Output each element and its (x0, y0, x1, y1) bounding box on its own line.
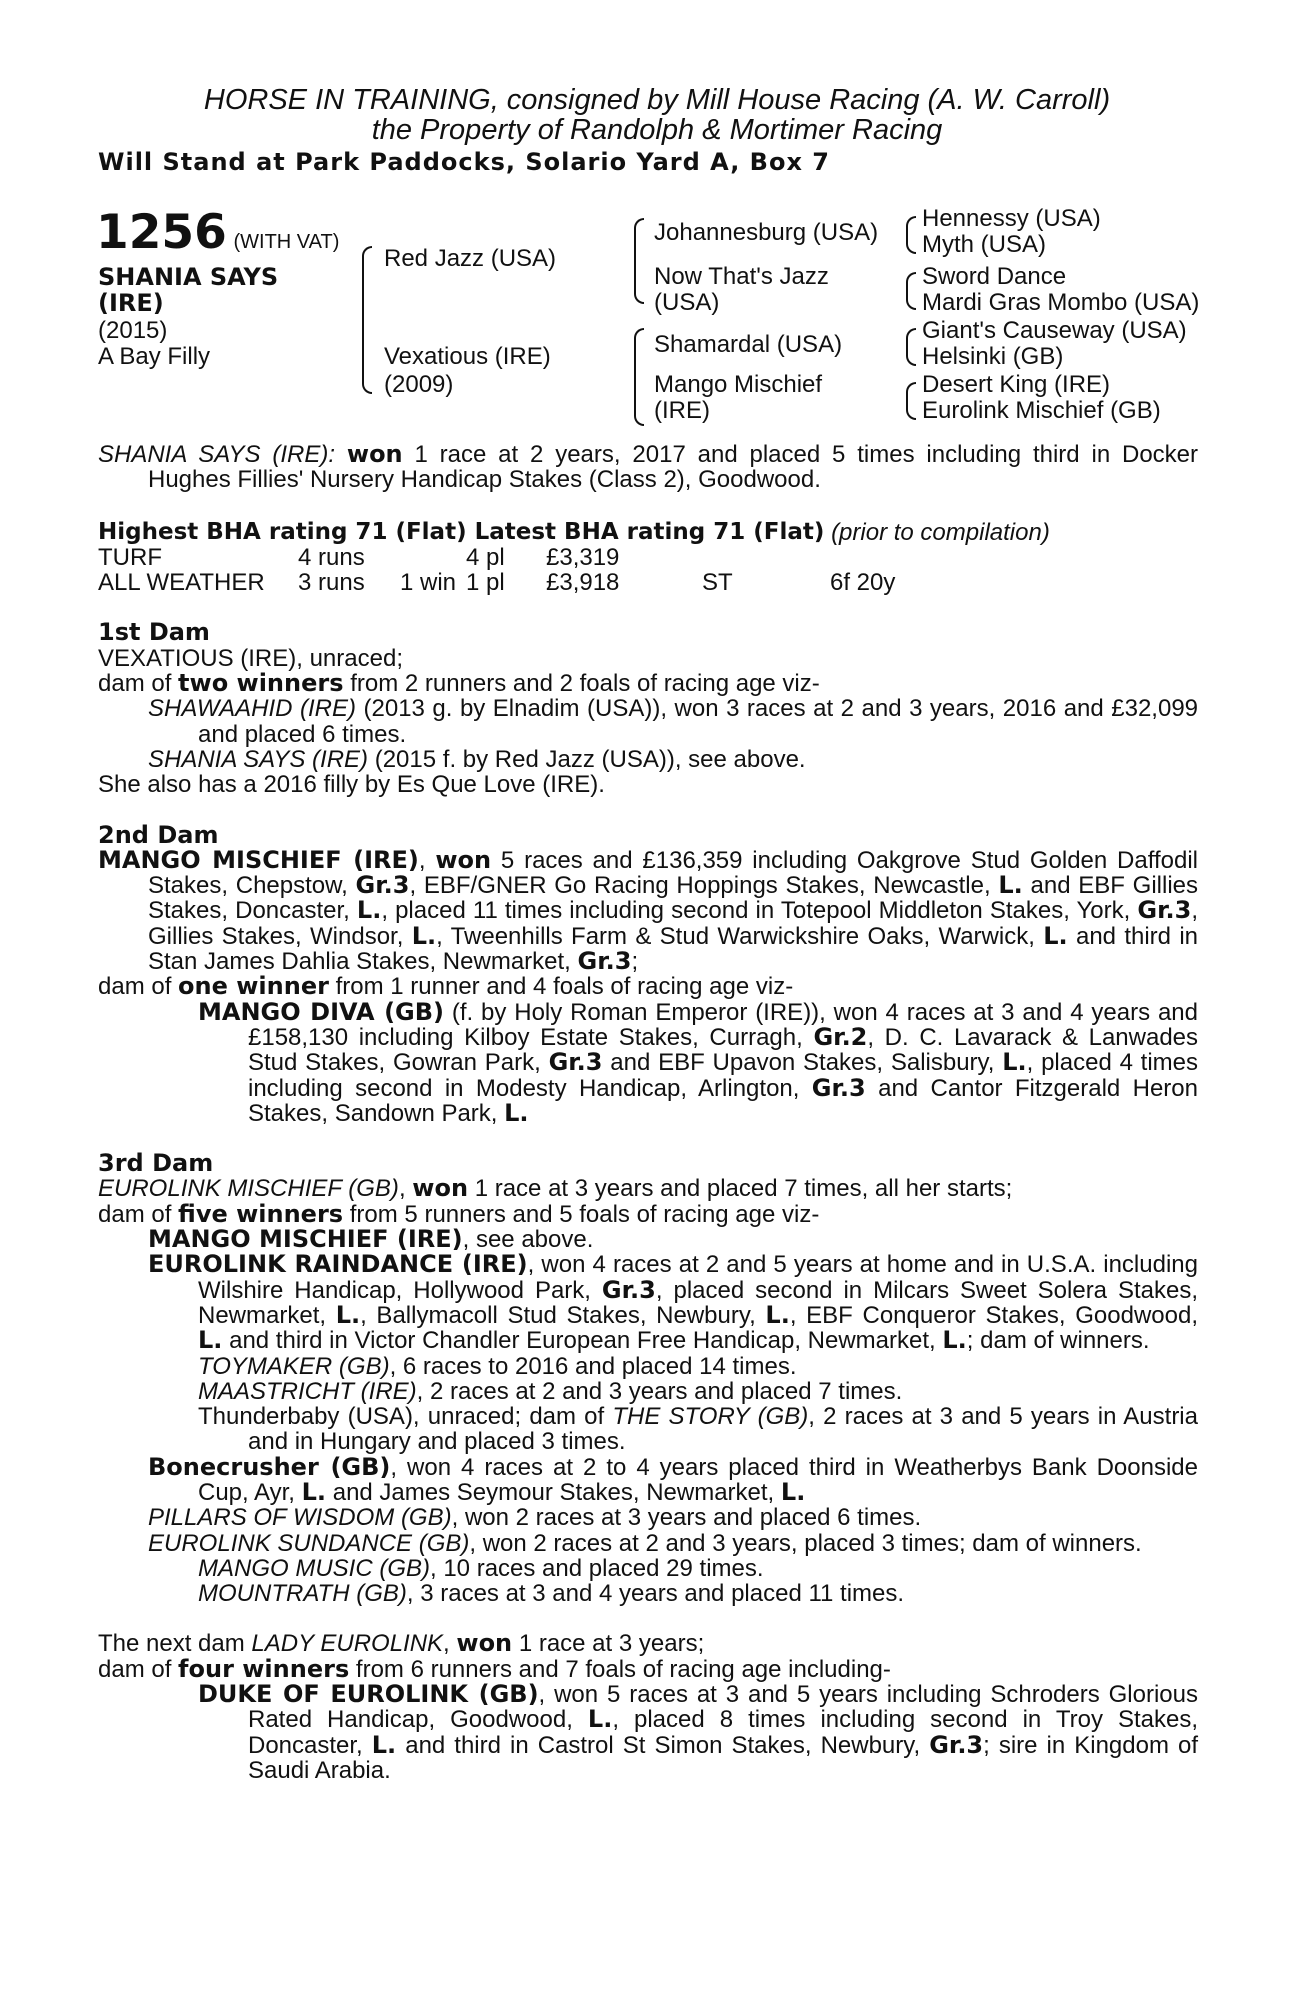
next-dam-record: The next dam LADY EUROLINK, won 1 race at 3 years; (98, 1629, 705, 1658)
vat-note: (WITH VAT) (233, 231, 340, 253)
progeny-bonecrusher: Bonecrusher (GB), won 4 races at 2 to 4 years placed third in Weatherbys Bank Doonside Cup, Ayr, L. and James Seymour Stakes, Newmarket, L. (148, 1452, 1199, 1506)
intro-paragraph: SHANIA SAYS (IRE): won 1 race at 2 years, 2017 and placed 5 times including third in Docker Hughes Fillies' Nursery Handicap Stakes (Class 2), Goodwood. (98, 440, 1199, 494)
catalogue-body (98, 442, 1198, 1783)
property-line: the Property of Randolph & Mortimer Racing (371, 114, 943, 146)
location-line: Will Stand at Park Paddocks, Solario Yard A, Box 7 (98, 148, 830, 176)
progeny-shawaahid: SHAWAAHID (IRE) (2013 g. by Elnadim (USA)), won 3 races at 2 and 3 years, 2016 and £32,099 and placed 6 times. (148, 695, 1199, 748)
brace-sire-dam (362, 246, 372, 394)
lot-number-line (96, 205, 340, 267)
progeny-thunderbaby: Thunderbaby (USA), unraced; dam of THE STORY (GB), 2 races at 3 and 5 years in Austria and in Hungary and placed 3 times. (198, 1403, 1198, 1456)
sire: Red Jazz (USA) (384, 245, 557, 272)
first-dam-produce: dam of two winners from 2 runners and 2 foals of racing age viz- (98, 669, 820, 698)
progeny-toymaker: TOYMAKER (GB), 6 races to 2016 and placed 14 times. (198, 1352, 797, 1380)
horse-description: A Bay Filly (98, 343, 211, 370)
great-grandparent-2: Myth (USA) (922, 231, 1047, 258)
progeny-eurolink-sundance: EUROLINK SUNDANCE (GB), won 2 races at 2 and 3 years, placed 3 times; dam of winners. (148, 1529, 1142, 1557)
second-dam-produce: dam of one winner from 1 runner and 4 foals of racing age viz- (98, 972, 794, 1001)
first-dam-also: She also has a 2016 filly by Es Que Love (IRE). (98, 771, 605, 799)
horse-suffix: (IRE) (98, 289, 164, 317)
third-dam-produce: dam of five winners from 5 runners and 5 foals of racing age viz- (98, 1199, 820, 1228)
progeny-maastricht: MAASTRICHT (IRE), 2 races at 2 and 3 years and placed 7 times. (198, 1377, 903, 1405)
great-grandparent-6: Helsinki (GB) (922, 343, 1064, 370)
great-grandparent-4: Mardi Gras Mombo (USA) (922, 289, 1200, 316)
great-grandparent-7: Desert King (IRE) (922, 371, 1111, 398)
progeny-shania-says: SHANIA SAYS (IRE) (2015 f. by Red Jazz (USA)), see above. (148, 745, 806, 773)
second-dam-heading: 2nd Dam (98, 820, 219, 849)
first-dam-line: VEXATIOUS (IRE), unraced; (98, 644, 403, 672)
progeny-eurolink-raindance: EUROLINK RAINDANCE (IRE), won 4 races at 2 and 5 years at home and in U.S.A. including Wilshire Handicap, Hollywood Park, Gr.3, placed second in Milcars Sweet Solera Stakes, Newmarket, L., Ballymacoll Stud Stakes, Newbury, L., EBF Conqueror Stakes, Goodwood, L. and third in Victor Chandler European Free Handicap, Newmarket, L.; dam of winners. (148, 1250, 1199, 1355)
progeny-pillars-of-wisdom: PILLARS OF WISDOM (GB), won 2 races at 3 years and placed 6 times. (148, 1504, 922, 1532)
brace-g3 (906, 328, 916, 366)
dam-dam-suffix: (IRE) (654, 397, 710, 424)
next-dam-produce: dam of four winners from 6 runners and 7 foals of racing age including- (98, 1654, 891, 1683)
great-grandparent-5: Giant's Causeway (USA) (922, 317, 1187, 344)
third-dam-record: EUROLINK MISCHIEF (GB), won 1 race at 3 years and placed 7 times, all her starts; (98, 1174, 1013, 1203)
brace-g1 (906, 216, 916, 254)
horse-name: SHANIA SAYS (98, 263, 279, 291)
progeny-mountrath: MOUNTRATH (GB), 3 races at 3 and 4 years and placed 11 times. (198, 1580, 905, 1608)
progeny-mango-diva: MANGO DIVA (GB) (f. by Holy Roman Emperor (IRE)), won 4 races at 3 and 4 years and £158,130 including Kilboy Estate Stakes, Curragh, Gr.2, D. C. Lavarack & Lanwades Stud Stakes, Gowran Park, Gr.3 and EBF Upavon Stakes, Salisbury, L., placed 4 times including second in Modesty Handicap, Arlington, Gr.3 and Cantor Fitzgerald Heron Stakes, Sandown Park, L. (198, 997, 1199, 1127)
great-grandparent-3: Sword Dance (922, 263, 1067, 290)
great-grandparent-8: Eurolink Mischief (GB) (922, 397, 1161, 424)
consignor-line: HORSE IN TRAINING, consigned by Mill House Racing (A. W. Carroll) (203, 84, 1111, 116)
progeny-duke-of-eurolink: DUKE OF EUROLINK (GB), won 5 races at 3 and 5 years including Schroders Glorious Rated Handicap, Goodwood, L., placed 8 times including second in Troy Stakes, Doncaster, L. and third in Castrol St Simon Stakes, Newbury, Gr.3; sire in Kingdom of Saudi Arabia. (198, 1680, 1199, 1784)
great-grandparent-1: Hennessy (USA) (922, 205, 1101, 232)
sire-sire: Johannesburg (USA) (654, 219, 879, 246)
brace-g4 (906, 382, 916, 420)
sire-dam: Now That's Jazz (654, 263, 829, 290)
dam-sire: Shamardal (USA) (654, 331, 843, 358)
ratings-row-turf: TURF 4 runs 4 pl £3,319 (98, 543, 620, 571)
progeny-mango-music: MANGO MUSIC (GB), 10 races and placed 29 times. (198, 1554, 764, 1582)
lot-number: 1256 (96, 205, 227, 260)
brace-dam-parents (634, 328, 644, 426)
sire-dam-suffix: (USA) (654, 289, 720, 316)
second-dam-record: MANGO MISCHIEF (IRE), won 5 races and £136,359 including Oakgrove Stud Golden Daffodil Stakes, Chepstow, Gr.3, EBF/GNER Go Racing Hoppings Stakes, Newcastle, L. and EBF Gillies Stakes, Doncaster, L., placed 11 times including second in Totepool Middleton Stakes, York, Gr.3, Gillies Stakes, Windsor, L., Tweenhills Farm & Stud Warwickshire Oaks, Warwick, L. and third in Stan James Dahlia Stakes, Newmarket, Gr.3; (98, 845, 1199, 976)
brace-g2 (906, 272, 916, 310)
progeny-mango-mischief: MANGO MISCHIEF (IRE), see above. (148, 1225, 594, 1254)
dam-dam: Mango Mischief (654, 371, 823, 398)
third-dam-heading: 3rd Dam (98, 1149, 214, 1178)
ratings-heading: Highest BHA rating 71 (Flat) Latest BHA rating 71 (Flat) (prior to compilation) (98, 518, 1050, 546)
brace-sire-parents (634, 218, 644, 304)
dam: Vexatious (IRE) (384, 343, 551, 370)
ratings-row-all-weather: ALL WEATHER 3 runs 1 win 1 pl £3,918 ST 6f 20y (98, 569, 896, 597)
first-dam-heading: 1st Dam (98, 618, 210, 647)
foaling-year: (2015) (98, 317, 168, 344)
dam-year: (2009) (384, 371, 454, 398)
